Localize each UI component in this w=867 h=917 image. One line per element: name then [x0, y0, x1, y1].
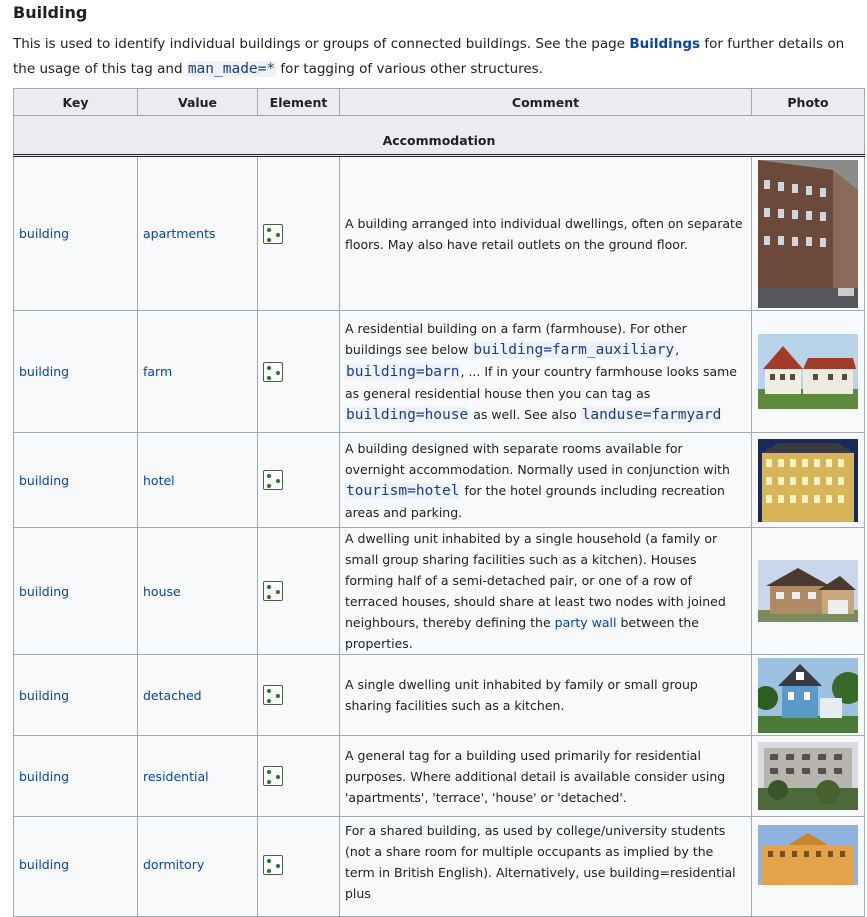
table-row	[14, 655, 865, 736]
intro-text: for tagging of various other structures.	[276, 61, 544, 77]
building-tags-table	[13, 88, 865, 917]
table-row	[14, 311, 865, 433]
value-link[interactable]: dormitory	[143, 857, 205, 872]
table-row	[14, 433, 865, 528]
intro-paragraph	[13, 32, 863, 82]
header-value: Value	[138, 89, 258, 116]
node-area-icon	[263, 766, 283, 786]
comment: A residential building on a farm (farmhouse). For other buildings see below building=farm_auxiliary, building=barn, ... If in your country farmhouse looks same as general residential house then you can tag as building=house as well. See also landuse=farmyard	[340, 311, 752, 433]
dormitory-photo[interactable]	[758, 825, 858, 885]
node-area-icon	[263, 685, 283, 705]
node-area-icon	[263, 362, 283, 382]
header-element: Element	[258, 89, 340, 116]
comment: A building arranged into individual dwellings, often on separate floors. May also have retail outlets on the ground floor.	[340, 156, 752, 311]
comment: A building designed with separate rooms available for overnight accommodation. Normally used in conjunction with tourism=hotel for the hotel grounds including recreation areas and parking.	[340, 433, 752, 528]
table-row	[14, 528, 865, 655]
man-made-tag-link[interactable]: man_made=*	[187, 61, 276, 77]
section-heading: Building	[13, 3, 88, 22]
table-row	[14, 736, 865, 817]
value-link[interactable]: apartments	[143, 226, 216, 241]
key-link[interactable]: building	[19, 768, 70, 784]
header-photo: Photo	[752, 89, 865, 116]
residential-photo[interactable]	[758, 742, 858, 810]
key-link[interactable]: building	[19, 687, 70, 703]
value-link[interactable]: residential	[143, 768, 209, 784]
key-link[interactable]: building	[19, 583, 70, 599]
comment: A single dwelling unit inhabited by family or small group sharing facilities such as a kitchen.	[340, 655, 752, 736]
farm-photo[interactable]	[758, 334, 858, 409]
comment: For a shared building, as used by college/university students (not a share room for multiple occupants as implied by the term in British English). Alternatively, use building=residential plus	[340, 817, 752, 917]
buildings-link[interactable]: Buildings	[629, 36, 701, 52]
key-link[interactable]: building	[19, 472, 70, 488]
value-link[interactable]: farm	[143, 364, 173, 379]
party-wall-link[interactable]: party wall	[554, 615, 617, 630]
key-link[interactable]: building	[19, 364, 70, 379]
apartments-photo[interactable]	[758, 160, 858, 308]
header-comment: Comment	[340, 89, 752, 116]
comment: A dwelling unit inhabited by a single household (a family or small group sharing facilities such as a kitchen). Houses forming half of a semi-detached pair, or one of a row of terraced houses, should share at least two nodes with joined neighbours, thereby defining the party wall between the properties.	[340, 528, 752, 655]
node-area-icon	[263, 470, 283, 490]
value-link[interactable]: detached	[143, 687, 202, 703]
tourism-hotel-link[interactable]: tourism=hotel	[346, 482, 460, 499]
barn-link[interactable]: building=barn	[346, 363, 460, 380]
section-accommodation: Accommodation	[14, 116, 865, 156]
node-area-icon	[263, 855, 283, 875]
value-link[interactable]: hotel	[143, 472, 175, 488]
header-key: Key	[14, 89, 138, 116]
table-row	[14, 156, 865, 311]
node-area-icon	[263, 224, 283, 244]
intro-text: This is used to identify individual buildings or groups of connected buildings. See the page	[13, 36, 630, 52]
farm-auxiliary-link[interactable]: building=farm_auxiliary	[473, 341, 675, 358]
farmyard-link[interactable]: landuse=farmyard	[581, 406, 722, 423]
value-link[interactable]: house	[143, 583, 181, 599]
key-link[interactable]: building	[19, 226, 70, 241]
house-photo[interactable]	[758, 560, 858, 622]
node-area-icon	[263, 581, 283, 601]
hotel-photo[interactable]	[758, 439, 858, 522]
detached-photo[interactable]	[758, 658, 858, 733]
intro-text: for further details on the usage of this tag and	[13, 36, 845, 77]
key-link[interactable]: building	[19, 857, 70, 872]
comment: A general tag for a building used primarily for residential purposes. Where additional detail is available consider using 'apartments', 'terrace', 'house' or 'detached'.	[340, 736, 752, 817]
house-link[interactable]: building=house	[346, 406, 469, 423]
